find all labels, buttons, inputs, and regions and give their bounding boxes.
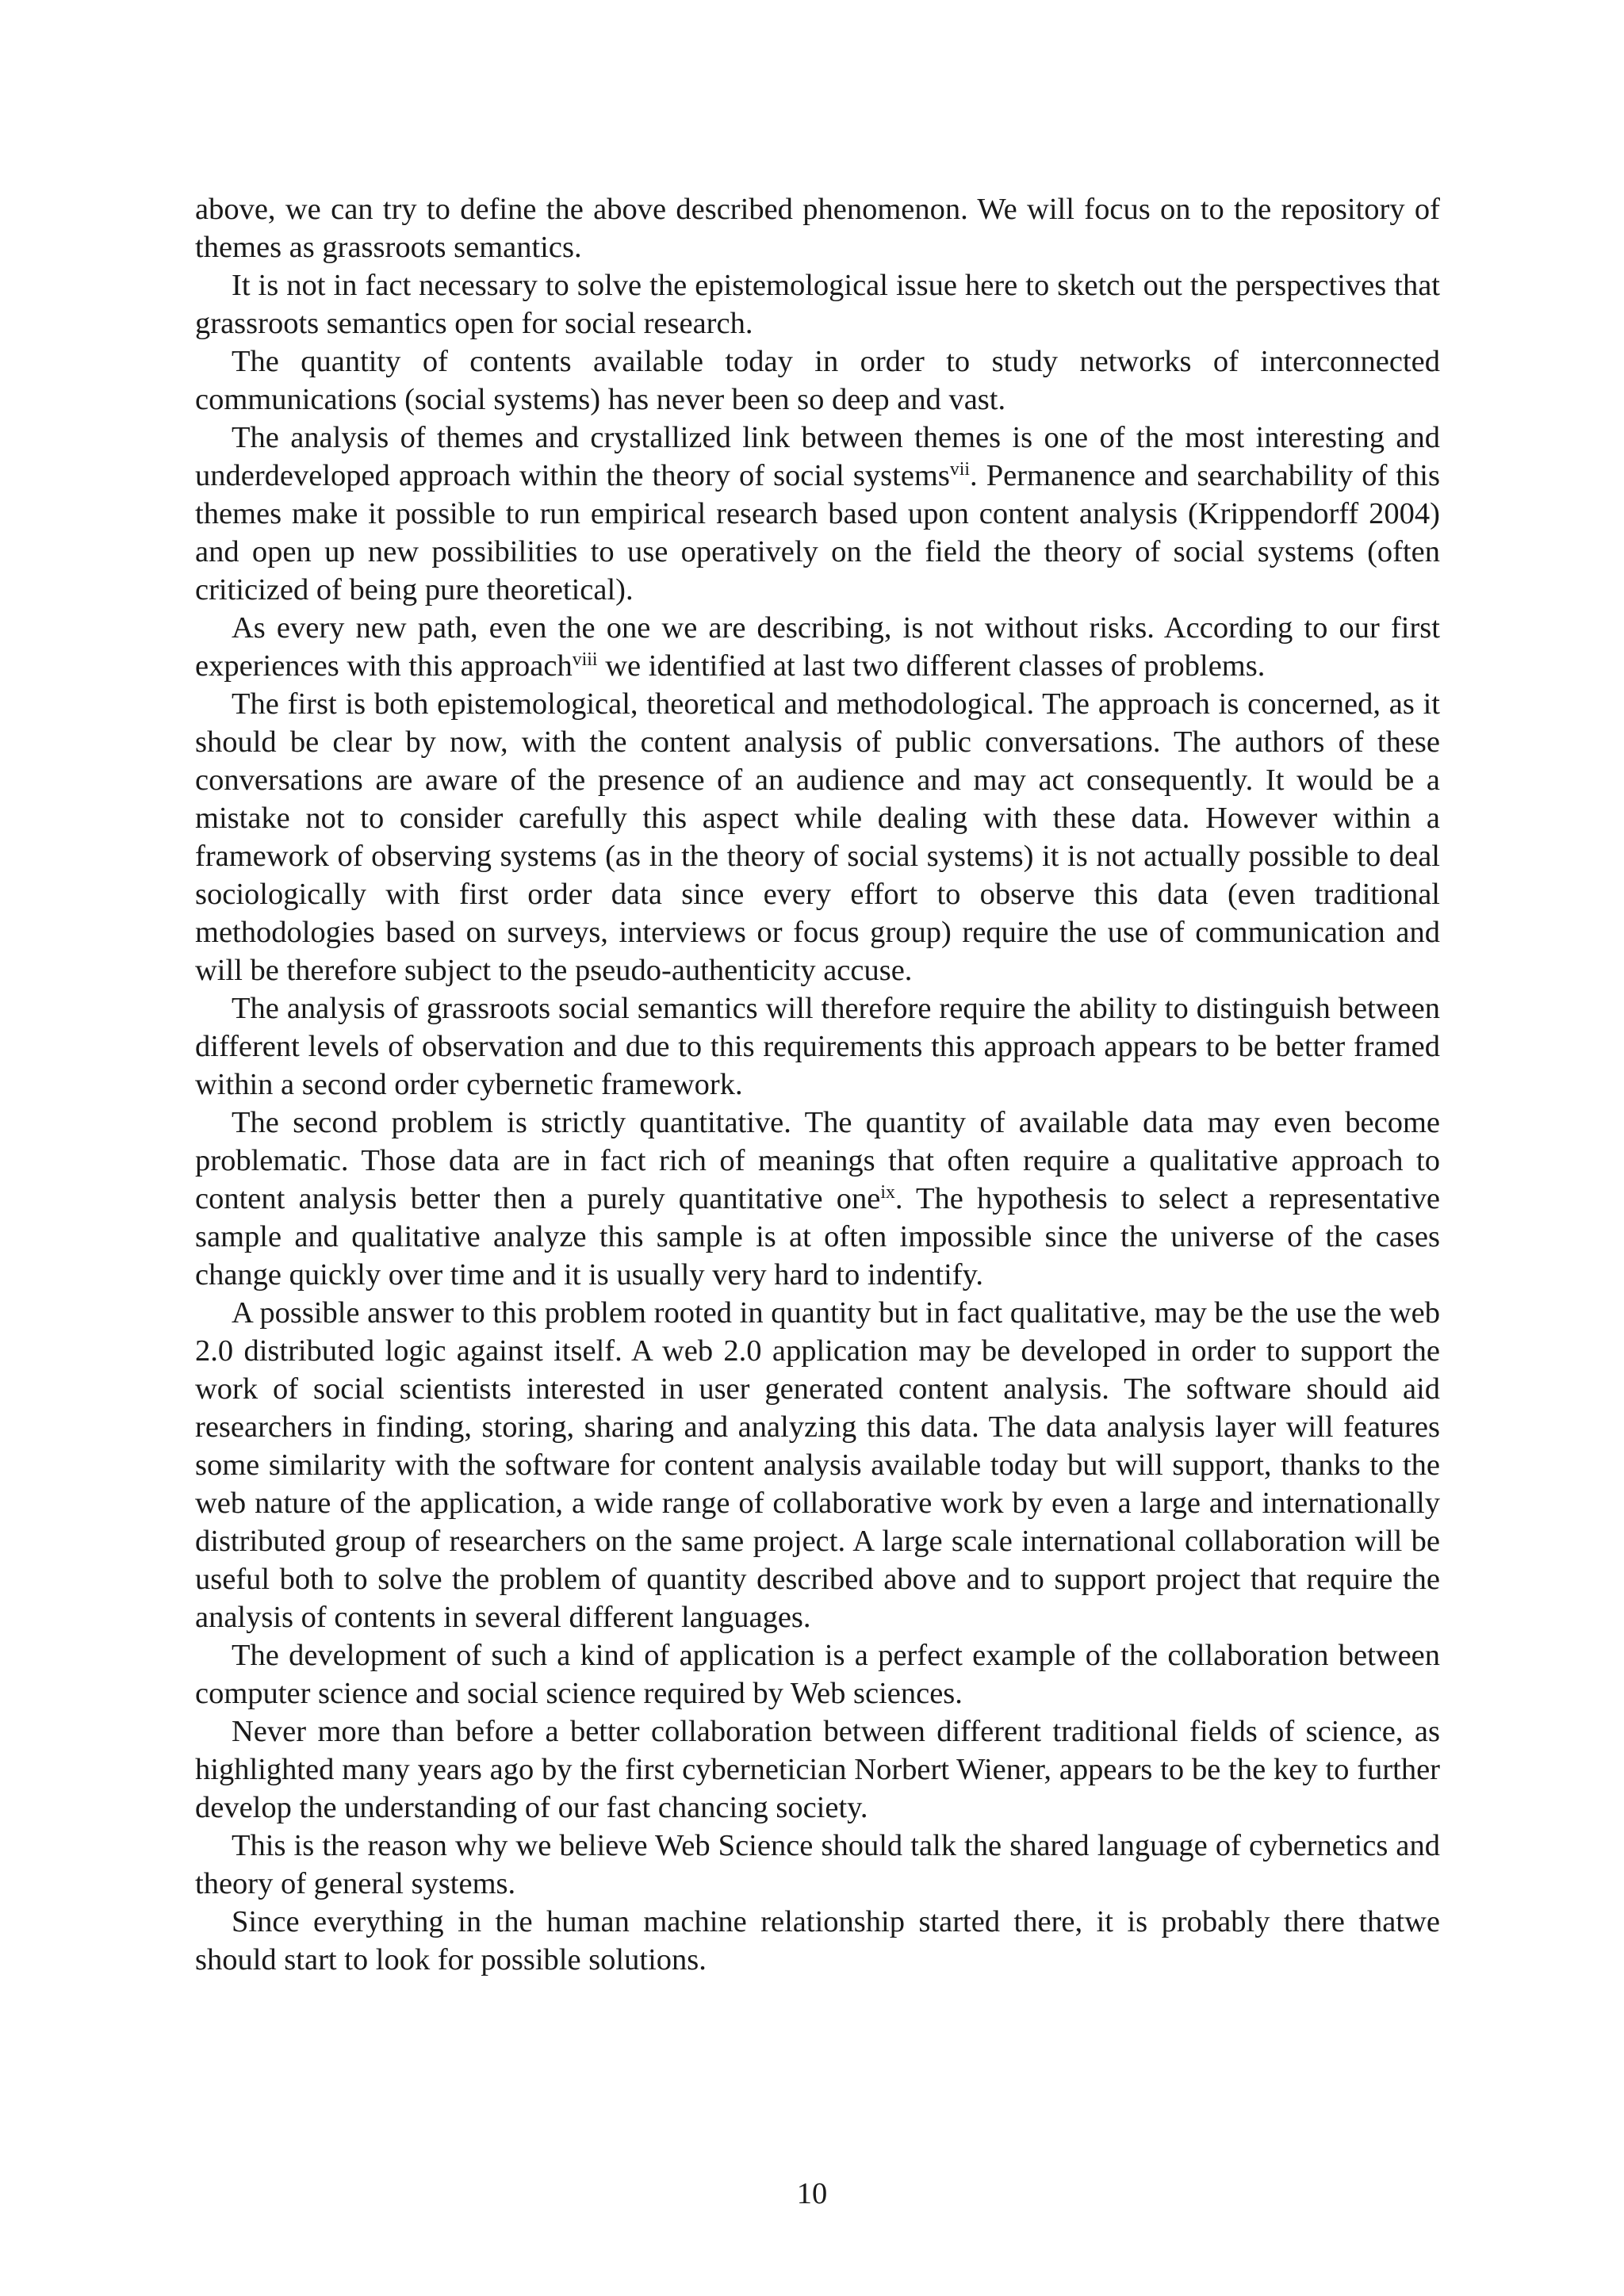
- paragraph-shared-language: This is the reason why we believe Web Science should talk the shared language of cybernetics and theory of general systems.: [195, 1829, 1440, 1900]
- body-text: [195, 190, 1440, 1979]
- paragraph-first-problem: The first is both epistemological, theoretical and methodological. The approach is concerned, as it should be clear by now, with the content analysis of public conversations. The authors of these conversations are aware of the presence of an audience and may act consequently. It would be a mistake not to consider carefully this aspect while dealing with these data. However within a framework of observing systems (as in the theory of social systems) it is not actually possible to deal sociologically with first order data since every effort to observe this data (even traditional methodologies based on surveys, interviews or focus group) require the use of communication and will be therefore subject to the pseudo-authenticity accuse.: [195, 687, 1440, 987]
- paragraph-possible-answer: A possible answer to this problem rooted in quantity but in fact qualitative, may be the use the web 2.0 distributed logic against itself. A web 2.0 application may be developed in order to support the work of social scientists interested in user generated content analysis. The software should aid researchers in finding, storing, sharing and analyzing this data. The data analysis layer will features some similarity with the software for content analysis available today but will support, thanks to the web nature of the application, a wide range of collaborative work by even a large and internationally distributed group of researchers on the same project. A large scale international collaboration will be useful both to solve the problem of quantity described above and to support project that require the analysis of contents in several different languages.: [195, 1296, 1440, 1634]
- paragraph-quantity-of-contents: The quantity of contents available today in order to study networks of interconnected communications (social systems) has never been so deep and vast.: [195, 345, 1440, 416]
- paragraph-continuation: above, we can try to define the above described phenomenon. We will focus on to the repository of themes as grassroots semantics.: [195, 193, 1440, 264]
- paragraph-levels-of-observation: The analysis of grassroots social semantics will therefore require the ability to distinguish between different levels of observation and due to this requirements this approach appears to be better framed within a second order cybernetic framework.: [195, 992, 1440, 1101]
- paragraph-development-of-application: The development of such a kind of application is a perfect example of the collaboration between computer science and social science required by Web sciences.: [195, 1639, 1440, 1710]
- paragraph-text: The analysis of themes and crystallized link between themes is one of the most interesting and underdeveloped approach within the theory of social systems: [195, 421, 1440, 492]
- paragraph-text: As every new path, even the one we are describing, is not without risks. According to our first experiences with this approach: [195, 611, 1440, 683]
- paragraph-text: . Permanence and searchability of this themes make it possible to run empirical research based upon content analysis (Krippendorff 2004) and open up new possibilities to use operatively on the field the theory of social systems (often criticized of being pure theoretical).: [195, 459, 1440, 607]
- endnote-marker-ix: ix: [880, 1181, 895, 1203]
- endnote-marker-vii: vii: [949, 458, 971, 480]
- paragraph-collaboration-fields: Never more than before a better collaboration between different traditional fields of science, as highlighted many years ago by the first cybernetician Norbert Wiener, appears to be the key to further develop the understanding of our fast chancing society.: [195, 1715, 1440, 1824]
- paragraph-new-path-risks: [195, 609, 1440, 685]
- page-number: 10: [796, 2177, 828, 2210]
- paragraph-analysis-of-themes: [195, 419, 1440, 609]
- paragraph-epistemological-issue: It is not in fact necessary to solve the epistemological issue here to sketch out the perspectives that grassroots semantics open for social research.: [195, 269, 1440, 340]
- paragraph-second-problem: [195, 1104, 1440, 1294]
- paragraph-conclusion: Since everything in the human machine relationship started there, it is probably there thatwe should start to look for possible solutions.: [195, 1905, 1440, 1976]
- paragraph-text: The second problem is strictly quantitative. The quantity of available data may even become problematic. Those data are in fact rich of meanings that often require a qualitative approach to content analysis better then a purely quantitative one: [195, 1106, 1440, 1215]
- paragraph-text: we identified at last two different classes of problems.: [597, 649, 1266, 683]
- endnote-marker-viii: viii: [572, 649, 598, 670]
- paragraph-text: . The hypothesis to select a representative sample and qualitative analyze this sample is at often impossible since the universe of the cases change quickly over time and it is usually very hard to indentify.: [195, 1182, 1441, 1292]
